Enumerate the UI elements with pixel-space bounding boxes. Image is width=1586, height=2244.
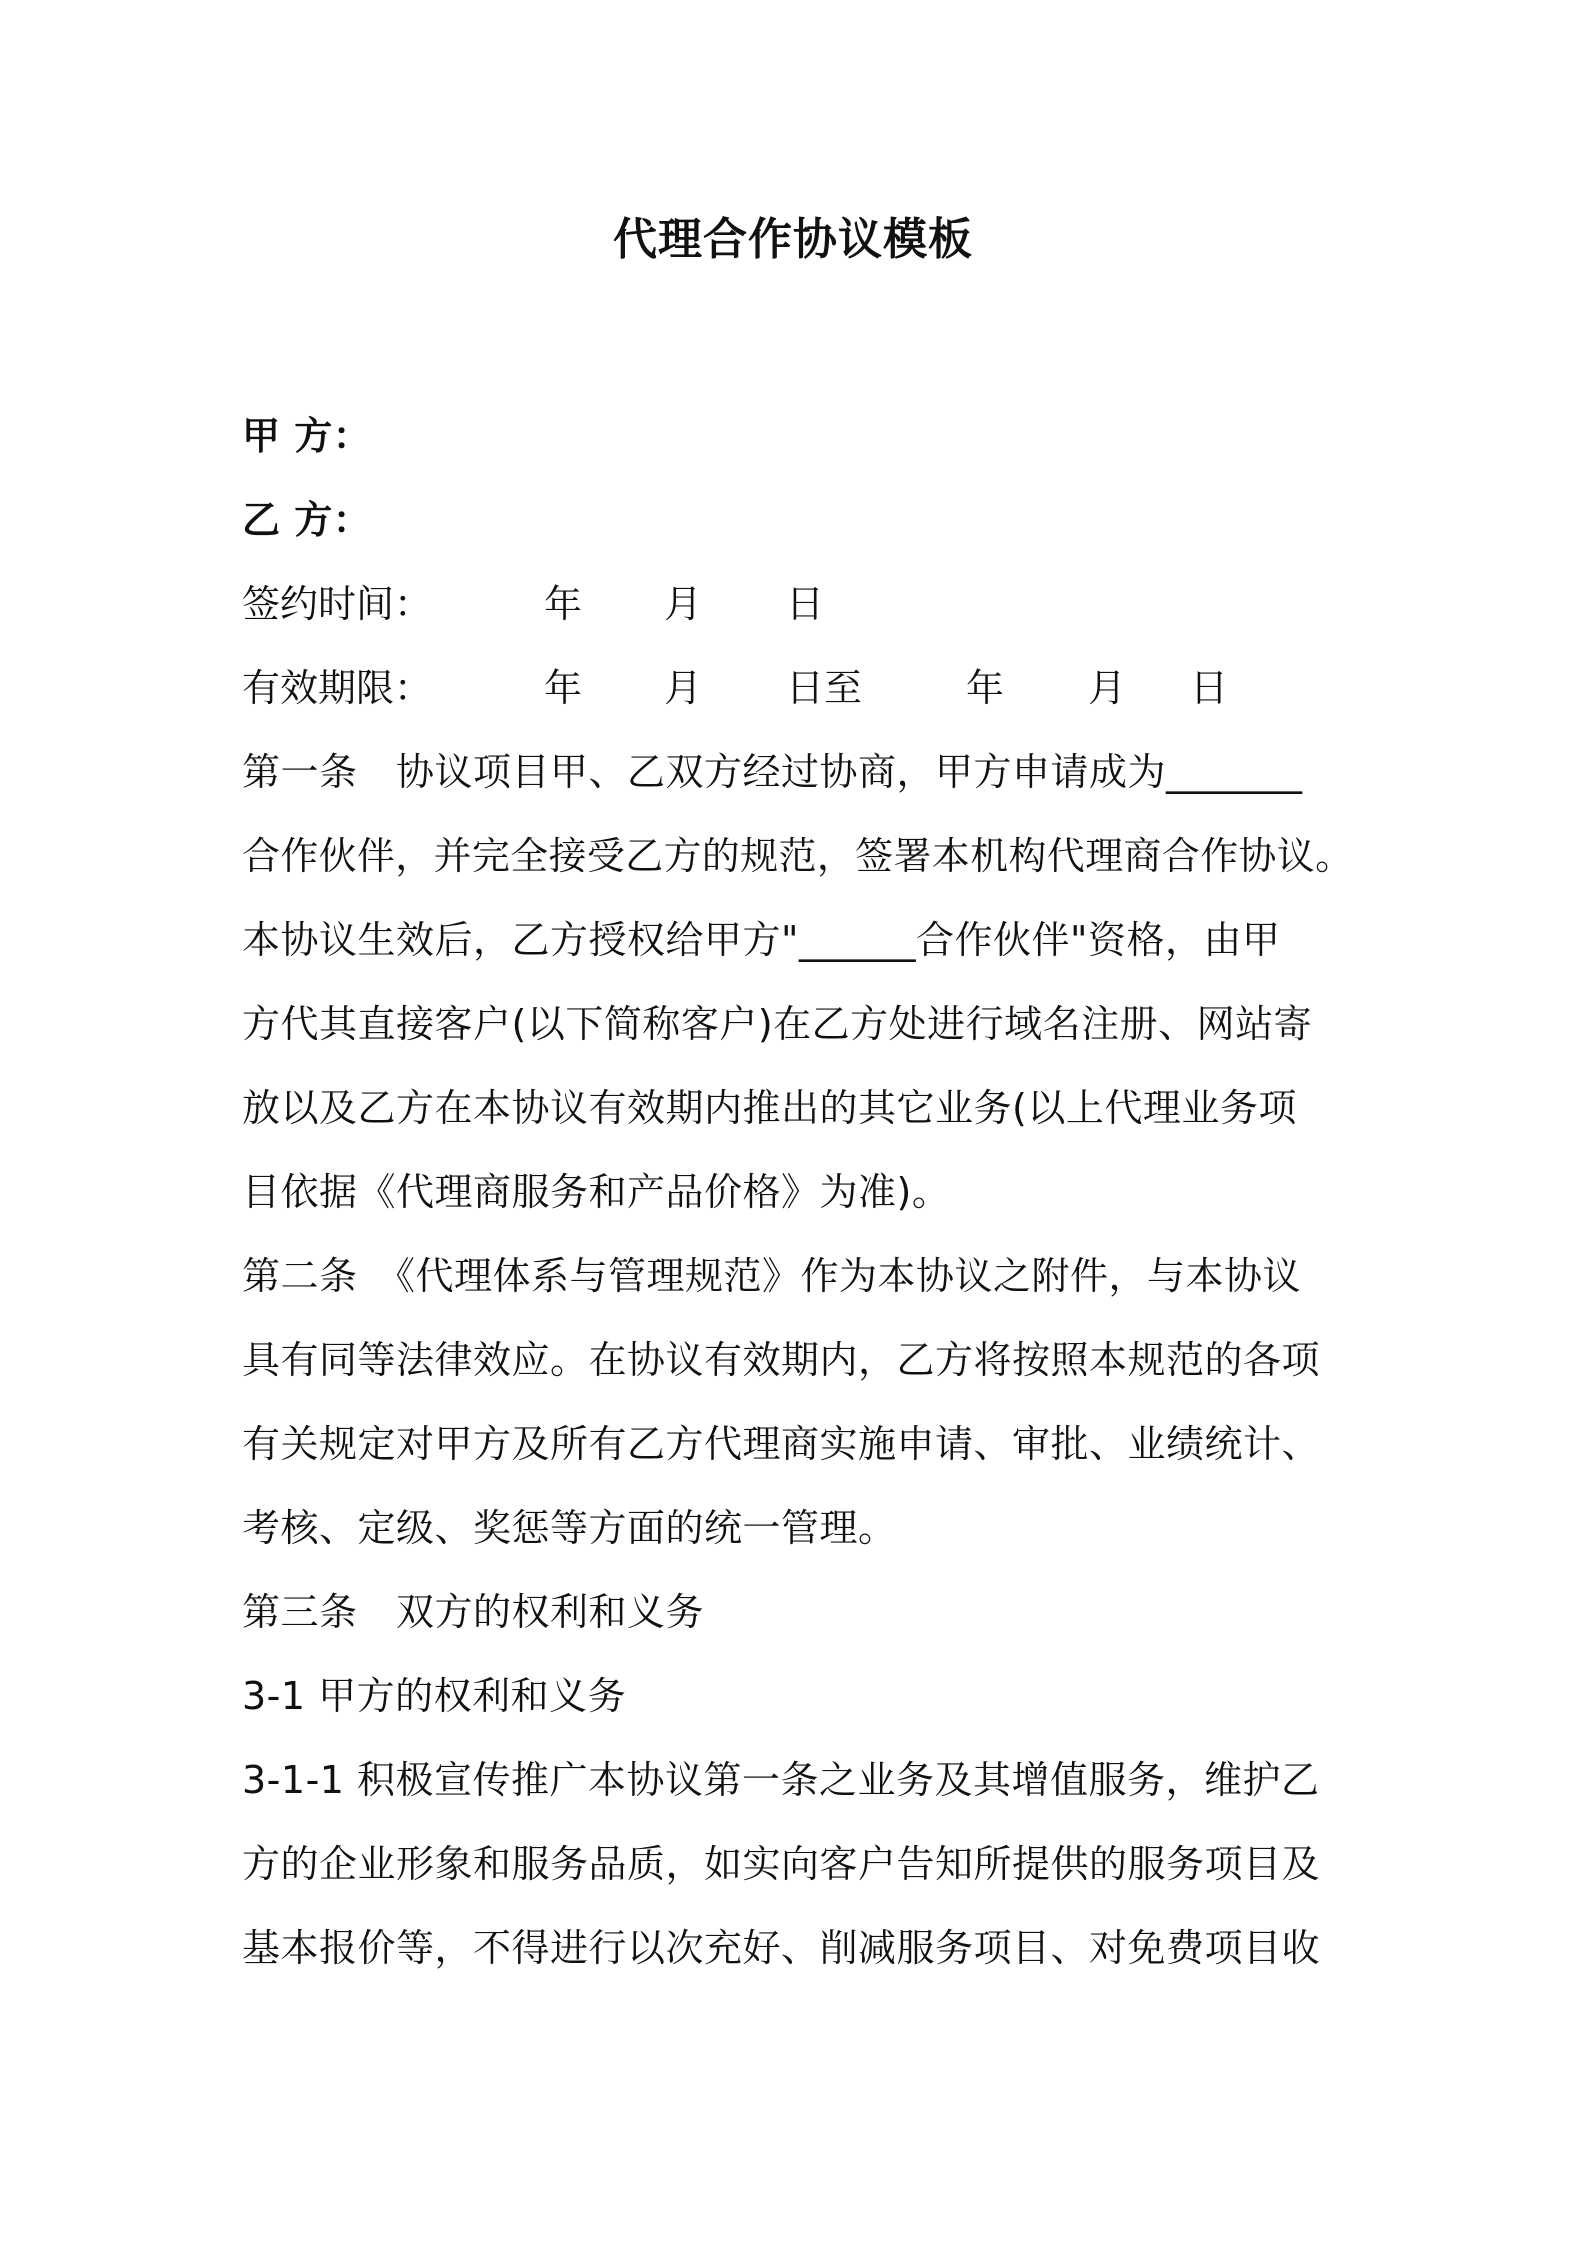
sign-date-day: 日 xyxy=(786,582,825,626)
valid-period-month-end: 月 xyxy=(1088,666,1127,710)
document-title: 代理合作协议模板 xyxy=(613,214,973,265)
body-line: 基本报价等，不得进行以次充好、削减服务项目、对免费项目收 xyxy=(242,1926,1321,1970)
body-line: 本协议生效后，乙方授权给甲方"______合作伙伴"资格，由甲 xyxy=(242,918,1281,962)
body-line: 合作伙伴，并完全接受乙方的规范，签署本机构代理商合作协议。 xyxy=(242,834,1354,878)
valid-period-day-to: 日至 xyxy=(786,666,863,710)
valid-period-row xyxy=(0,662,1586,714)
sign-date-year: 年 xyxy=(544,582,583,626)
valid-period-day-end: 日 xyxy=(1190,666,1229,710)
body-line: 方的企业形象和服务品质，如实向客户告知所提供的服务项目及 xyxy=(242,1842,1321,1886)
body-line: 有关规定对甲方及所有乙方代理商实施申请、审批、业绩统计、 xyxy=(242,1422,1321,1466)
body-line: 具有同等法律效应。在协议有效期内，乙方将按照本规范的各项 xyxy=(242,1338,1321,1382)
valid-period-year-end: 年 xyxy=(966,666,1005,710)
sign-date-label: 签约时间： xyxy=(242,582,433,626)
valid-period-month-start: 月 xyxy=(664,666,703,710)
body-line: 方代其直接客户(以下简称客户)在乙方处进行域名注册、网站寄 xyxy=(242,1002,1313,1046)
body-line: 放以及乙方在本协议有效期内推出的其它业务(以上代理业务项 xyxy=(242,1086,1297,1130)
sign-date-month: 月 xyxy=(664,582,703,626)
body-line: 目依据《代理商服务和产品价格》为准)。 xyxy=(242,1170,951,1214)
body-line: 3-1-1 积极宣传推广本协议第一条之业务及其增值服务，维护乙 xyxy=(242,1758,1320,1802)
valid-period-label: 有效期限： xyxy=(242,666,433,710)
body-line: 第二条 《代理体系与管理规范》作为本协议之附件，与本协议 xyxy=(242,1254,1302,1298)
body-line: 3-1 甲方的权利和义务 xyxy=(242,1674,627,1718)
valid-period-year-start: 年 xyxy=(544,666,583,710)
sign-date-row xyxy=(0,578,1586,630)
party-b-label: 乙 方： xyxy=(242,498,372,542)
body-line: 第三条 双方的权利和义务 xyxy=(242,1590,705,1634)
body-line: 第一条 协议项目甲、乙双方经过协商，甲方申请成为_______ xyxy=(242,750,1303,794)
party-a-label: 甲 方： xyxy=(242,414,372,458)
body-line: 考核、定级、奖惩等方面的统一管理。 xyxy=(242,1506,897,1550)
